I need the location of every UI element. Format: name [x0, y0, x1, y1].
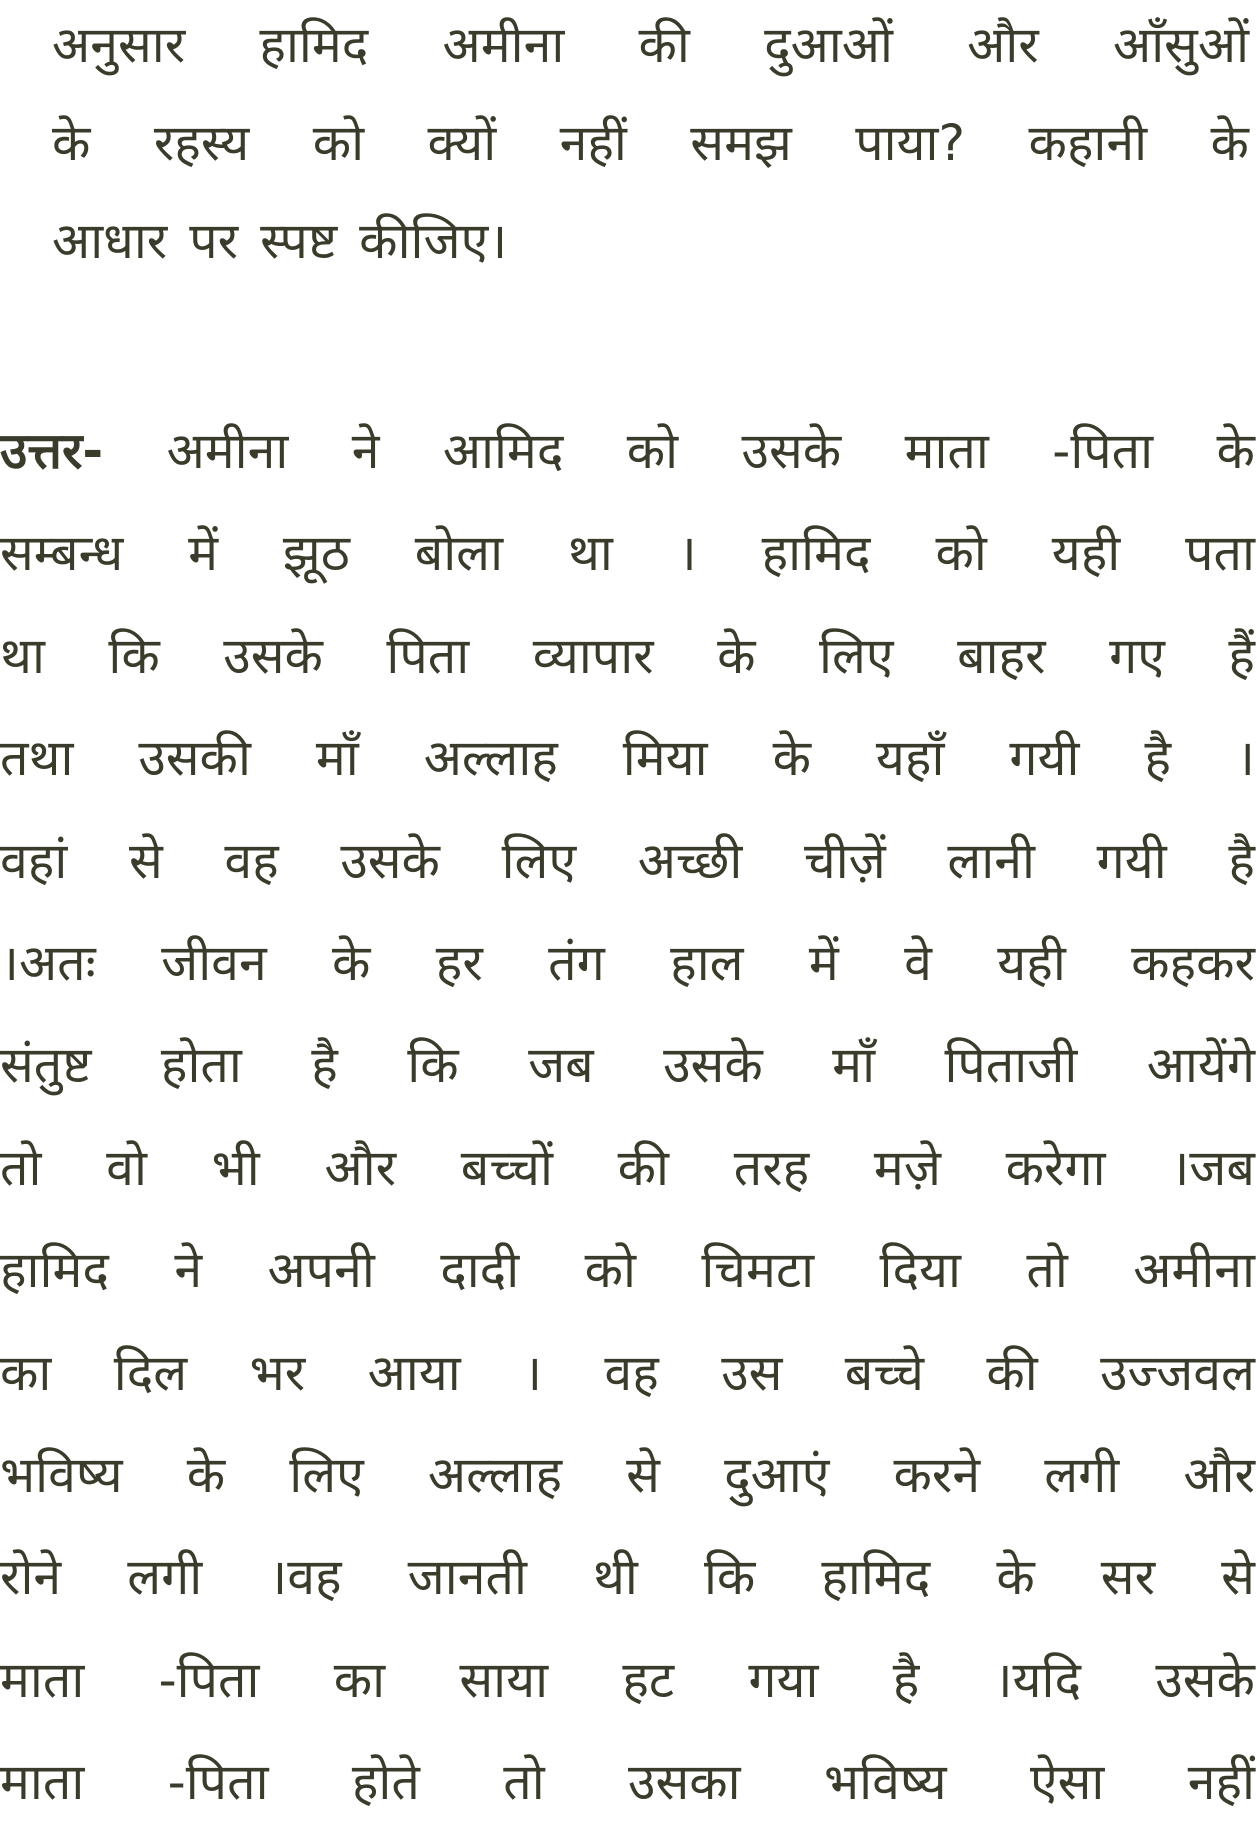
word: का	[333, 1650, 386, 1709]
word: अपनी	[267, 1241, 375, 1300]
word: के	[717, 626, 756, 685]
answer-line	[0, 1123, 1255, 1213]
word: पर	[189, 212, 239, 270]
word: के	[332, 934, 371, 992]
word: समझ	[690, 114, 792, 172]
word: से	[128, 831, 163, 890]
word: वह	[604, 1343, 659, 1402]
word: और	[324, 1138, 397, 1197]
word: हाल	[670, 934, 744, 992]
word: जीवन	[161, 934, 267, 992]
word: तो	[0, 1138, 42, 1197]
word: मिया	[622, 729, 708, 788]
word: उसके	[340, 831, 440, 890]
word: ।	[677, 524, 697, 583]
word: के	[186, 1446, 226, 1504]
word: आधार	[52, 212, 168, 270]
word: था	[0, 626, 45, 685]
word: ने	[351, 422, 380, 480]
word: माँ	[315, 729, 359, 788]
word: जब	[528, 1036, 594, 1095]
word: ।	[523, 1343, 543, 1402]
word: सम्बन्ध	[0, 524, 124, 583]
word: होते	[351, 1753, 420, 1812]
word: भी	[211, 1138, 260, 1197]
word: अल्लाह	[423, 729, 558, 788]
word: हैं	[1228, 626, 1255, 685]
word: यहाँ	[875, 729, 945, 788]
word: उसके	[1155, 1650, 1255, 1709]
word: पिताजी	[944, 1036, 1078, 1095]
word: गए	[1109, 626, 1165, 685]
word: को	[584, 1241, 636, 1300]
word: माता	[0, 1650, 85, 1709]
question-line	[52, 0, 1249, 90]
word: वे	[904, 934, 932, 992]
answer-line	[0, 1430, 1255, 1520]
word: करने	[893, 1446, 981, 1504]
answer-line	[0, 1225, 1255, 1315]
word: कि	[703, 1548, 756, 1607]
word: उस	[721, 1343, 783, 1402]
word: तो	[503, 1753, 545, 1812]
word: रोने	[0, 1548, 62, 1607]
word: दुआएं	[724, 1446, 830, 1504]
word: -पिता	[1052, 422, 1154, 480]
answer-line	[0, 1328, 1255, 1418]
word: नहीं	[1187, 1753, 1255, 1812]
word: का	[0, 1343, 52, 1402]
word: करेगा	[1005, 1138, 1106, 1197]
word: हामिद	[259, 16, 369, 74]
word: झूठ	[282, 524, 350, 583]
word: है	[892, 1650, 920, 1709]
word: आया	[367, 1343, 461, 1402]
word: माता	[904, 422, 989, 480]
word: के	[52, 114, 91, 172]
word: माता	[0, 1753, 85, 1812]
word: उसका	[628, 1753, 741, 1812]
word: थी	[592, 1548, 638, 1607]
word: हट	[622, 1650, 675, 1709]
word: में	[808, 934, 839, 992]
word: बाहर	[957, 626, 1046, 685]
word: दिया	[879, 1241, 961, 1300]
word: के	[1210, 114, 1249, 172]
word: कि	[108, 626, 160, 685]
answer-line	[0, 406, 1255, 496]
answer-line	[0, 816, 1255, 906]
word: में	[188, 524, 219, 583]
word: उसके	[663, 1036, 763, 1095]
word: तो	[1026, 1241, 1068, 1300]
word: बच्चों	[460, 1138, 553, 1197]
word: स्पष्ट	[260, 212, 338, 270]
word: बच्चे	[844, 1343, 924, 1402]
word: हामिद	[761, 524, 871, 583]
word: होता	[160, 1036, 242, 1095]
word: अच्छी	[637, 831, 743, 890]
word: अमीना	[166, 422, 289, 480]
word: दिल	[113, 1343, 188, 1402]
word: उसके	[223, 626, 323, 685]
word: भर	[249, 1343, 306, 1402]
answer-line	[0, 1635, 1255, 1725]
word: लिए	[289, 1446, 364, 1504]
word: आमिद	[442, 422, 564, 480]
word: कि	[407, 1036, 459, 1095]
word: लगी	[1044, 1446, 1120, 1504]
word: दुआओं	[764, 16, 893, 74]
question-line	[52, 196, 1249, 286]
word: को	[935, 524, 987, 583]
word: उज्जवल	[1100, 1343, 1255, 1402]
word: ।अतः	[0, 934, 96, 992]
answer-line	[0, 611, 1255, 701]
word: सर	[1100, 1548, 1156, 1607]
word: ।	[1235, 729, 1255, 788]
word: पिता	[386, 626, 470, 685]
word: भविष्य	[0, 1446, 123, 1504]
answer-line	[0, 508, 1255, 598]
word: लानी	[947, 831, 1035, 890]
word: ।जब	[1170, 1138, 1255, 1197]
word: ऐसा	[1029, 1753, 1105, 1812]
word: यही	[1051, 524, 1121, 583]
word: है	[1144, 729, 1171, 788]
word: की	[638, 16, 690, 74]
answer-label: उत्तर-	[0, 422, 104, 480]
word: उसकी	[138, 729, 251, 788]
word: चिमटा	[701, 1241, 815, 1300]
word: लगी	[127, 1548, 203, 1607]
word: गयी	[1009, 729, 1080, 788]
answer-line	[0, 1737, 1255, 1827]
word: रहस्य	[153, 114, 250, 172]
word: है	[311, 1036, 338, 1095]
word: और	[1183, 1446, 1255, 1504]
word: है	[1228, 831, 1255, 890]
word: को	[626, 422, 679, 480]
word: माँ	[832, 1036, 876, 1095]
word: हामिद	[821, 1548, 931, 1607]
word: और	[967, 16, 1039, 74]
word: ।यदि	[993, 1650, 1082, 1709]
word: कहकर	[1131, 934, 1255, 992]
word: -पिता	[167, 1753, 269, 1812]
word: के	[1216, 422, 1255, 480]
word: साया	[459, 1650, 549, 1709]
word: चीज़ें	[803, 831, 886, 890]
word: तथा	[0, 729, 74, 788]
word: गयी	[1096, 831, 1167, 890]
word: आँसुओं	[1112, 16, 1249, 74]
word: के	[996, 1548, 1035, 1607]
question-line	[52, 98, 1249, 188]
answer-line	[0, 1532, 1255, 1622]
word: यही	[997, 934, 1066, 992]
word: क्यों	[427, 114, 497, 172]
word: भविष्य	[823, 1753, 947, 1812]
word: उसके	[741, 422, 842, 480]
word: कहानी	[1028, 114, 1148, 172]
word: मज़े	[873, 1138, 941, 1197]
answer-line	[0, 713, 1255, 803]
word: दादी	[440, 1241, 520, 1300]
word: गया	[748, 1650, 819, 1709]
word: कीजिए।	[359, 212, 508, 270]
word: वहां	[0, 831, 68, 890]
word: की	[617, 1138, 669, 1197]
word: नहीं	[559, 114, 627, 172]
word: लिए	[819, 626, 894, 685]
word: पता	[1185, 524, 1255, 583]
word: संतुष्ट	[0, 1036, 92, 1095]
word: व्यापार	[532, 626, 654, 685]
word: पाया?	[855, 114, 966, 172]
word: हामिद	[0, 1241, 109, 1300]
word: की	[986, 1343, 1038, 1402]
word: तरह	[733, 1138, 810, 1197]
word: -पिता	[158, 1650, 260, 1709]
word: लिए	[501, 831, 577, 890]
word: वह	[224, 831, 279, 890]
word: अनुसार	[52, 16, 186, 74]
word: आयेंगे	[1146, 1036, 1255, 1095]
word: अमीना	[1133, 1241, 1255, 1300]
word: से	[626, 1446, 660, 1504]
word: के	[772, 729, 811, 788]
word: बोला	[414, 524, 504, 583]
word: को	[312, 114, 365, 172]
answer-line	[0, 918, 1255, 1008]
answer-line	[0, 1020, 1255, 1110]
word: अल्लाह	[427, 1446, 563, 1504]
word: ।वह	[268, 1548, 342, 1607]
word: जानती	[407, 1548, 527, 1607]
word: अमीना	[442, 16, 565, 74]
word: तंग	[548, 934, 605, 992]
word: से	[1221, 1548, 1255, 1607]
word: हर	[435, 934, 483, 992]
word: ने	[174, 1241, 203, 1300]
word: वो	[106, 1138, 147, 1197]
word: था	[567, 524, 613, 583]
